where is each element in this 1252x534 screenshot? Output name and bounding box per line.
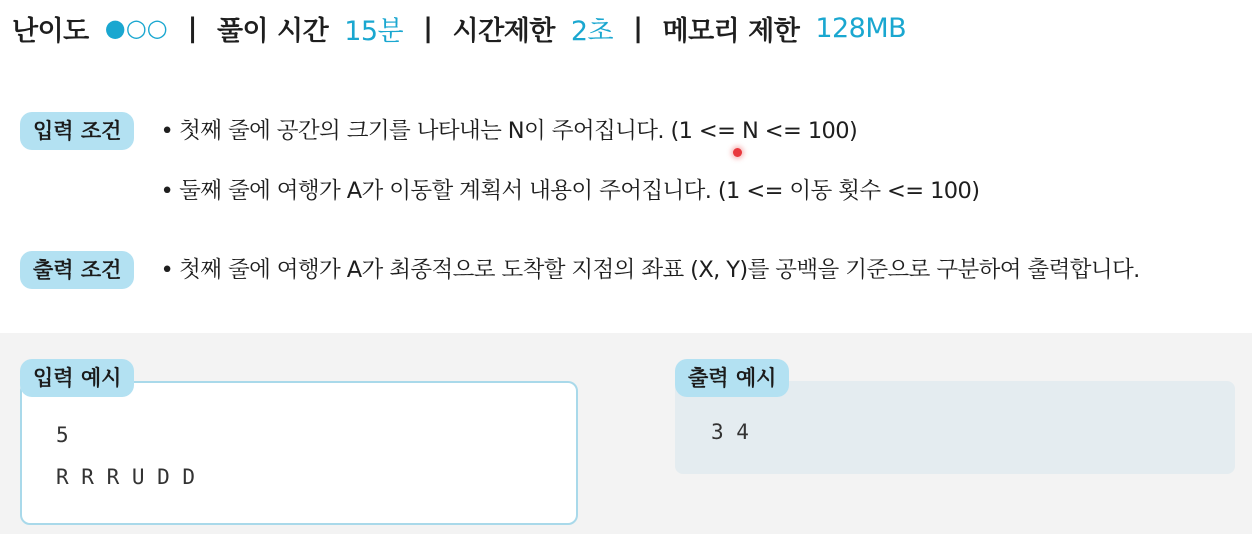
- input-condition-line: [160, 112, 979, 150]
- input-condition-label: 입력 조건: [20, 112, 134, 150]
- difficulty-empty-dots: ○○: [125, 14, 168, 42]
- output-condition-text: 첫째 줄에 여행가 A가 최종적으로 도착할 지점의 좌표 (X, Y)를 공백을 기준으로 구분하여 출력합니다.: [179, 257, 1140, 283]
- input-condition-lines: [160, 112, 979, 210]
- header-separator: |: [423, 12, 433, 44]
- difficulty-rating: [105, 14, 168, 42]
- solve-time-label: 풀이 시간: [216, 15, 329, 47]
- output-condition-lines: [160, 251, 1139, 289]
- bullet: •: [160, 257, 174, 283]
- difficulty-filled-dot: ●: [104, 14, 126, 42]
- time-limit-value: 2초: [570, 15, 614, 47]
- input-example-line: R R R U D D: [56, 465, 196, 489]
- output-example-label: 출력 예시: [675, 359, 789, 397]
- solve-time-value: 15분: [344, 15, 404, 47]
- memory-limit-label: 메모리 제한: [662, 15, 800, 47]
- input-condition-line: [160, 172, 979, 210]
- pointer-dot: [733, 148, 742, 157]
- output-example-line: 3 4: [711, 420, 749, 444]
- header-separator: |: [187, 12, 197, 44]
- input-condition: [20, 112, 979, 210]
- problem-header: [12, 6, 906, 50]
- output-condition: [20, 251, 1140, 289]
- input-example-line: 5: [56, 423, 69, 447]
- output-condition-line: [160, 251, 1139, 289]
- input-example-label: 입력 예시: [20, 359, 134, 397]
- memory-limit-value: 128MB: [815, 12, 907, 44]
- bullet: •: [160, 118, 174, 144]
- bullet: •: [160, 178, 174, 204]
- output-condition-label: 출력 조건: [20, 251, 134, 289]
- input-condition-text: 첫째 줄에 공간의 크기를 나타내는 N이 주어집니다. (1 <= N <= 100): [179, 118, 858, 144]
- difficulty-label: 난이도: [12, 15, 89, 47]
- input-condition-text: 둘째 줄에 여행가 A가 이동할 계획서 내용이 주어집니다. (1 <= 이동 횟수 <= 100): [179, 178, 980, 204]
- input-example-box: [20, 381, 578, 525]
- time-limit-label: 시간제한: [452, 15, 555, 47]
- header-separator: |: [633, 12, 643, 44]
